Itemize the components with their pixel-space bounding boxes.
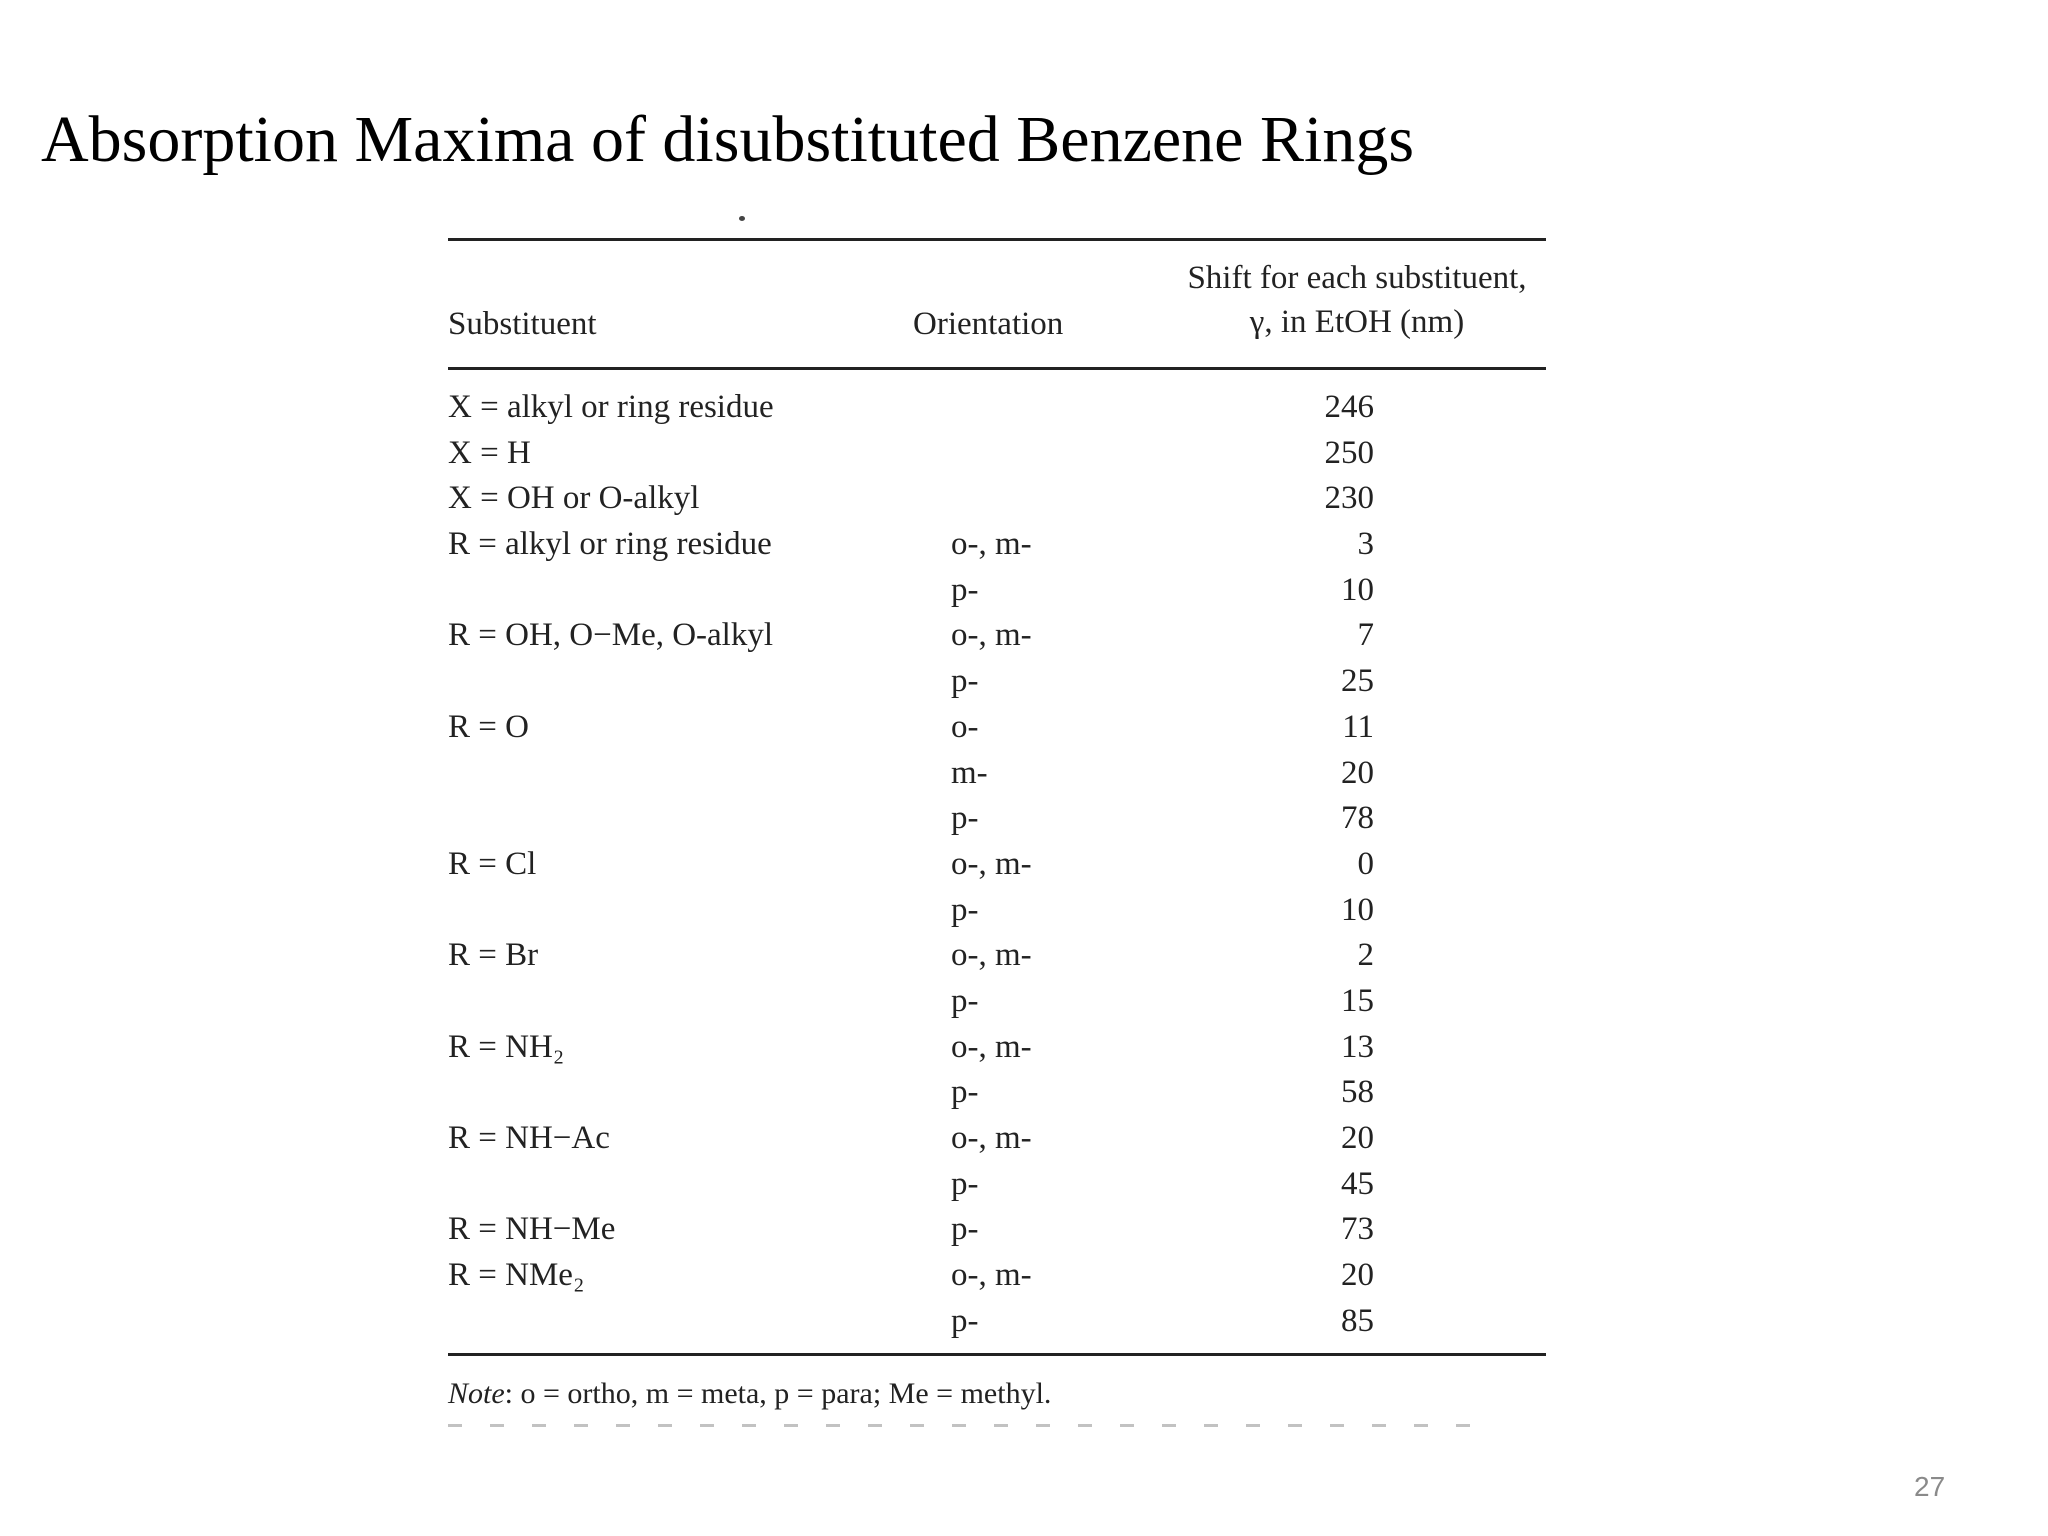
table-header-rule	[448, 367, 1546, 370]
header-shift-line1: Shift for each substituent,	[1187, 260, 1527, 296]
table-row	[448, 431, 1546, 477]
orientation-cell: p-	[951, 1165, 979, 1202]
orientation-cell: o-, m-	[951, 937, 1032, 974]
shift-cell: 78	[1341, 800, 1374, 837]
table-row	[448, 1025, 1546, 1071]
table-row	[448, 1116, 1546, 1162]
substituent-cell: R = OH, O−Me, O-alkyl	[448, 617, 774, 654]
orientation-cell: o-, m-	[951, 845, 1032, 882]
table-row	[448, 1299, 1546, 1345]
table-row	[448, 1162, 1546, 1208]
table-row	[448, 705, 1546, 751]
orientation-cell: p-	[951, 1074, 979, 1111]
shift-cell: 2	[1357, 937, 1374, 974]
orientation-cell: p-	[951, 571, 979, 608]
substituent-cell: R = NH₂	[448, 1028, 565, 1065]
shift-cell: 15	[1341, 982, 1374, 1019]
substituent-cell: R = O	[448, 708, 529, 745]
orientation-cell: p-	[951, 1211, 979, 1248]
table-bottom-rule	[448, 1353, 1546, 1356]
orientation-cell: o-, m-	[951, 1257, 1032, 1294]
header-shift	[1168, 256, 1546, 344]
shift-cell: 13	[1341, 1028, 1374, 1065]
table-row	[448, 385, 1546, 431]
orientation-cell: p-	[951, 1302, 979, 1339]
shift-cell: 20	[1341, 754, 1374, 791]
note-text: : o = ortho, m = meta, p = para; Me = methyl.	[504, 1377, 1052, 1410]
orientation-cell: o-, m-	[951, 617, 1032, 654]
cropped-source-line	[448, 1424, 1473, 1427]
orientation-cell: p-	[951, 663, 979, 700]
shift-cell: 20	[1341, 1257, 1374, 1294]
table-top-rule	[448, 238, 1546, 241]
shift-cell: 10	[1341, 891, 1374, 928]
table-row	[448, 522, 1546, 568]
header-orientation: Orientation	[913, 306, 1064, 342]
note-label: Note	[448, 1377, 505, 1410]
table-row	[448, 842, 1546, 888]
shift-cell: 0	[1357, 845, 1374, 882]
substituent-cell: X = alkyl or ring residue	[448, 389, 774, 425]
orientation-cell: p-	[951, 982, 979, 1019]
shift-cell: 58	[1341, 1074, 1374, 1111]
shift-cell: 246	[1324, 389, 1374, 425]
shift-cell: 11	[1342, 708, 1374, 745]
shift-cell: 10	[1341, 571, 1374, 608]
table-row	[448, 751, 1546, 797]
shift-cell: 85	[1341, 1302, 1374, 1339]
shift-cell: 3	[1357, 526, 1374, 563]
header-substituent: Substituent	[448, 306, 597, 342]
substituent-cell: R = alkyl or ring residue	[448, 526, 772, 563]
substituent-cell: R = NH−Me	[448, 1211, 616, 1248]
substituent-cell: R = NH−Ac	[448, 1120, 610, 1156]
table-row	[448, 796, 1546, 842]
substituent-cell: R = Cl	[448, 845, 537, 882]
page-number: 27	[1914, 1471, 1946, 1502]
table-row	[448, 568, 1546, 614]
table-note	[448, 1375, 1051, 1413]
table-row	[448, 1207, 1546, 1253]
shift-cell: 7	[1357, 617, 1374, 654]
substituent-cell: R = NMe₂	[448, 1257, 585, 1294]
shift-cell: 250	[1324, 434, 1374, 471]
shift-cell: 73	[1341, 1211, 1374, 1248]
substituent-cell: X = OH or O-alkyl	[448, 480, 700, 517]
substituent-cell: X = H	[448, 434, 531, 471]
orientation-cell: m-	[951, 754, 988, 791]
table-row	[448, 476, 1546, 522]
slide-title: Absorption Maxima of disubstituted Benzene Rings	[41, 103, 1415, 176]
shift-cell: 230	[1324, 480, 1374, 517]
table-row	[448, 979, 1546, 1025]
table-row	[448, 613, 1546, 659]
scan-speck	[739, 216, 745, 221]
orientation-cell: o-	[951, 708, 979, 745]
table-row	[448, 1253, 1546, 1299]
table-row	[448, 888, 1546, 934]
orientation-cell: p-	[951, 800, 979, 837]
table-row	[448, 933, 1546, 979]
orientation-cell: o-, m-	[951, 1120, 1032, 1156]
table-row	[448, 659, 1546, 705]
shift-cell: 25	[1341, 663, 1374, 700]
header-shift-line2: γ, in EtOH (nm)	[1249, 304, 1465, 340]
orientation-cell: p-	[951, 891, 979, 928]
table-row	[448, 1070, 1546, 1116]
shift-cell: 45	[1341, 1165, 1374, 1202]
orientation-cell: o-, m-	[951, 1028, 1032, 1065]
substituent-cell: R = Br	[448, 937, 539, 974]
shift-cell: 20	[1341, 1120, 1374, 1156]
orientation-cell: o-, m-	[951, 526, 1032, 563]
table-body	[448, 385, 1546, 1344]
